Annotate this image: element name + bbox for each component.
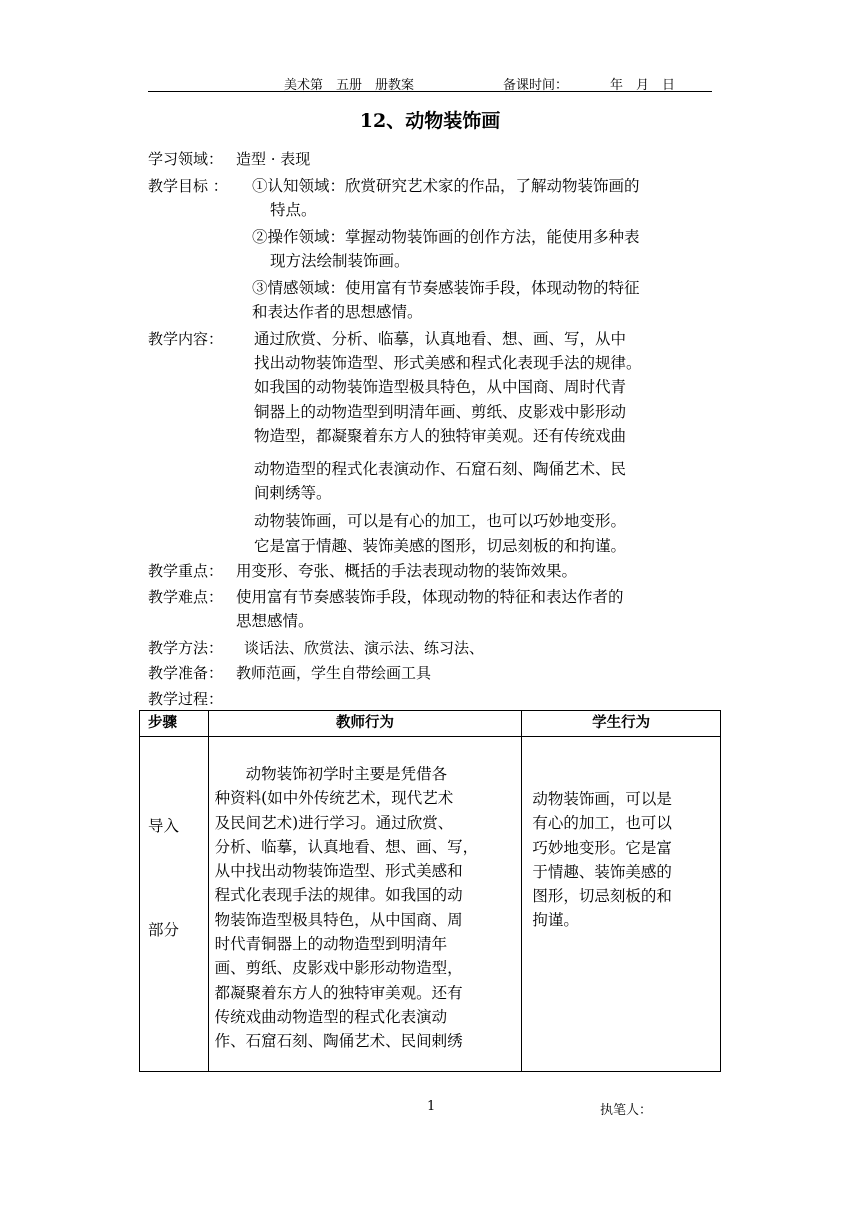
objective-line: ①认知领域：欣赏研究艺术家的作品，了解动物装饰画的 [252,177,640,195]
header-date: 年 月 日 [610,78,676,93]
objective-line: ②操作领域：掌握动物装饰画的创作方法，能使用多种表 [252,228,640,246]
header-student: 学生行为 [522,711,721,737]
key-point-label: 教学重点： [148,562,224,580]
content-line: 它是富于情趣、装饰美感的图形，切忌刻板的和拘谨。 [254,537,627,555]
teacher-line: 及民间艺术)进行学习。通过欣赏、 [214,813,454,832]
student-line: 动物装饰画，可以是 [532,790,672,808]
teacher-cell [208,737,522,1072]
teacher-line: 作、石窟石刻、陶俑艺术、民间剌绣 [214,1032,463,1051]
page-title: 12、动物装饰画 [359,110,501,132]
difficulty-label: 教学难点： [148,588,224,606]
content-line: 动物装饰画，可以是有心的加工，也可以巧妙地变形。 [254,512,627,530]
teacher-line: 都凝聚着东方人的独特审美观。还有 [214,983,463,1002]
student-cell [522,737,721,1072]
content-line: 通过欣赏、分析、临摹，认真地看、想、画、写，从中 [254,330,627,348]
content-line: 物造型，都凝聚着东方人的独特审美观。还有传统戏曲 [254,427,627,445]
objective-line: 和表达作者的思想感情。 [252,303,423,321]
step-line: 导入 [148,817,180,835]
content-label: 教学内容： [148,330,224,348]
content-line: 找出动物装饰造型、形式美感和程式化表现手法的规律。 [254,354,642,372]
table-header-row [140,711,721,737]
objective-line: 特点。 [270,201,317,219]
teacher-line: 程式化表现手法的规律。如我国的动 [214,886,463,905]
preparation-label: 教学准备： [148,664,224,682]
method-label: 教学方法： [148,639,224,657]
student-line: 于情趣、装饰美感的 [532,862,672,881]
content-line: 动物造型的程式化表演动作、石窟石刻、陶俑艺术、民 [254,460,627,478]
content-line: 如我国的动物装饰造型极具特色，从中国商、周时代青 [254,378,627,396]
student-line: 有心的加工，也可以 [532,814,672,833]
difficulty-line: 使用富有节奏感装饰手段，体现动物的特征和表达作者的 [236,588,624,606]
table-row [140,737,721,1072]
difficulty-line: 思想感情。 [236,612,314,630]
teacher-line: 从中找出动物装饰造型、形式美感和 [214,862,463,881]
content-line: 铜器上的动物造型到明清年画、剪纸、皮影戏中影形动 [254,403,627,421]
teacher-line: 画、剪纸、皮影戏中影形动物造型， [214,959,463,978]
field-value: 造型 · 表现 [236,150,311,168]
process-table [139,710,721,1072]
teacher-line: 物装饰造型极具特色，从中国商、周 [214,910,463,929]
student-line: 巧妙地变形。它是富 [532,838,672,857]
header-teacher: 教师行为 [208,711,522,737]
field-label: 学习领域： [148,150,224,168]
teacher-line: 传统戏曲动物造型的程式化表演动 [214,1007,448,1026]
page-number: 1 [427,1099,436,1114]
content-line: 间剌绣等。 [254,484,332,502]
teacher-line: 动物装饰初学时主要是凭借各 [214,765,448,783]
author-label: 执笔人： [600,1103,653,1118]
step-cell [140,737,209,1072]
student-line: 拘谨。 [532,911,579,930]
header-time-label: 备课时间： [503,78,569,93]
process-label: 教学过程： [148,690,224,708]
header-book: 美术第 五册 册教案 [284,78,415,93]
step-line: 部分 [148,921,180,939]
teacher-line: 时代青铜器上的动物造型到明清年 [214,935,448,954]
objective-line: 现方法绘制装饰画。 [270,252,410,270]
method-value: 谈话法、欣赏法、演示法、练习法、 [244,639,485,657]
key-point-value: 用变形、夸张、概括的手法表现动物的装饰效果。 [236,562,578,580]
objective-line: ③情感领域：使用富有节奏感装饰手段，体现动物的特征 [252,279,640,297]
header-divider [148,91,712,92]
preparation-value: 教师范画，学生自带绘画工具 [236,664,432,682]
header-step: 步骤 [140,711,209,737]
student-line: 图形，切忌刻板的和 [532,887,672,906]
teacher-line: 种资料(如中外传统艺术，现代艺术 [214,789,454,808]
objectives-label: 教学目标 ： [148,177,228,195]
teacher-line: 分析、临摹，认真地看、想、画、写， [214,837,479,856]
